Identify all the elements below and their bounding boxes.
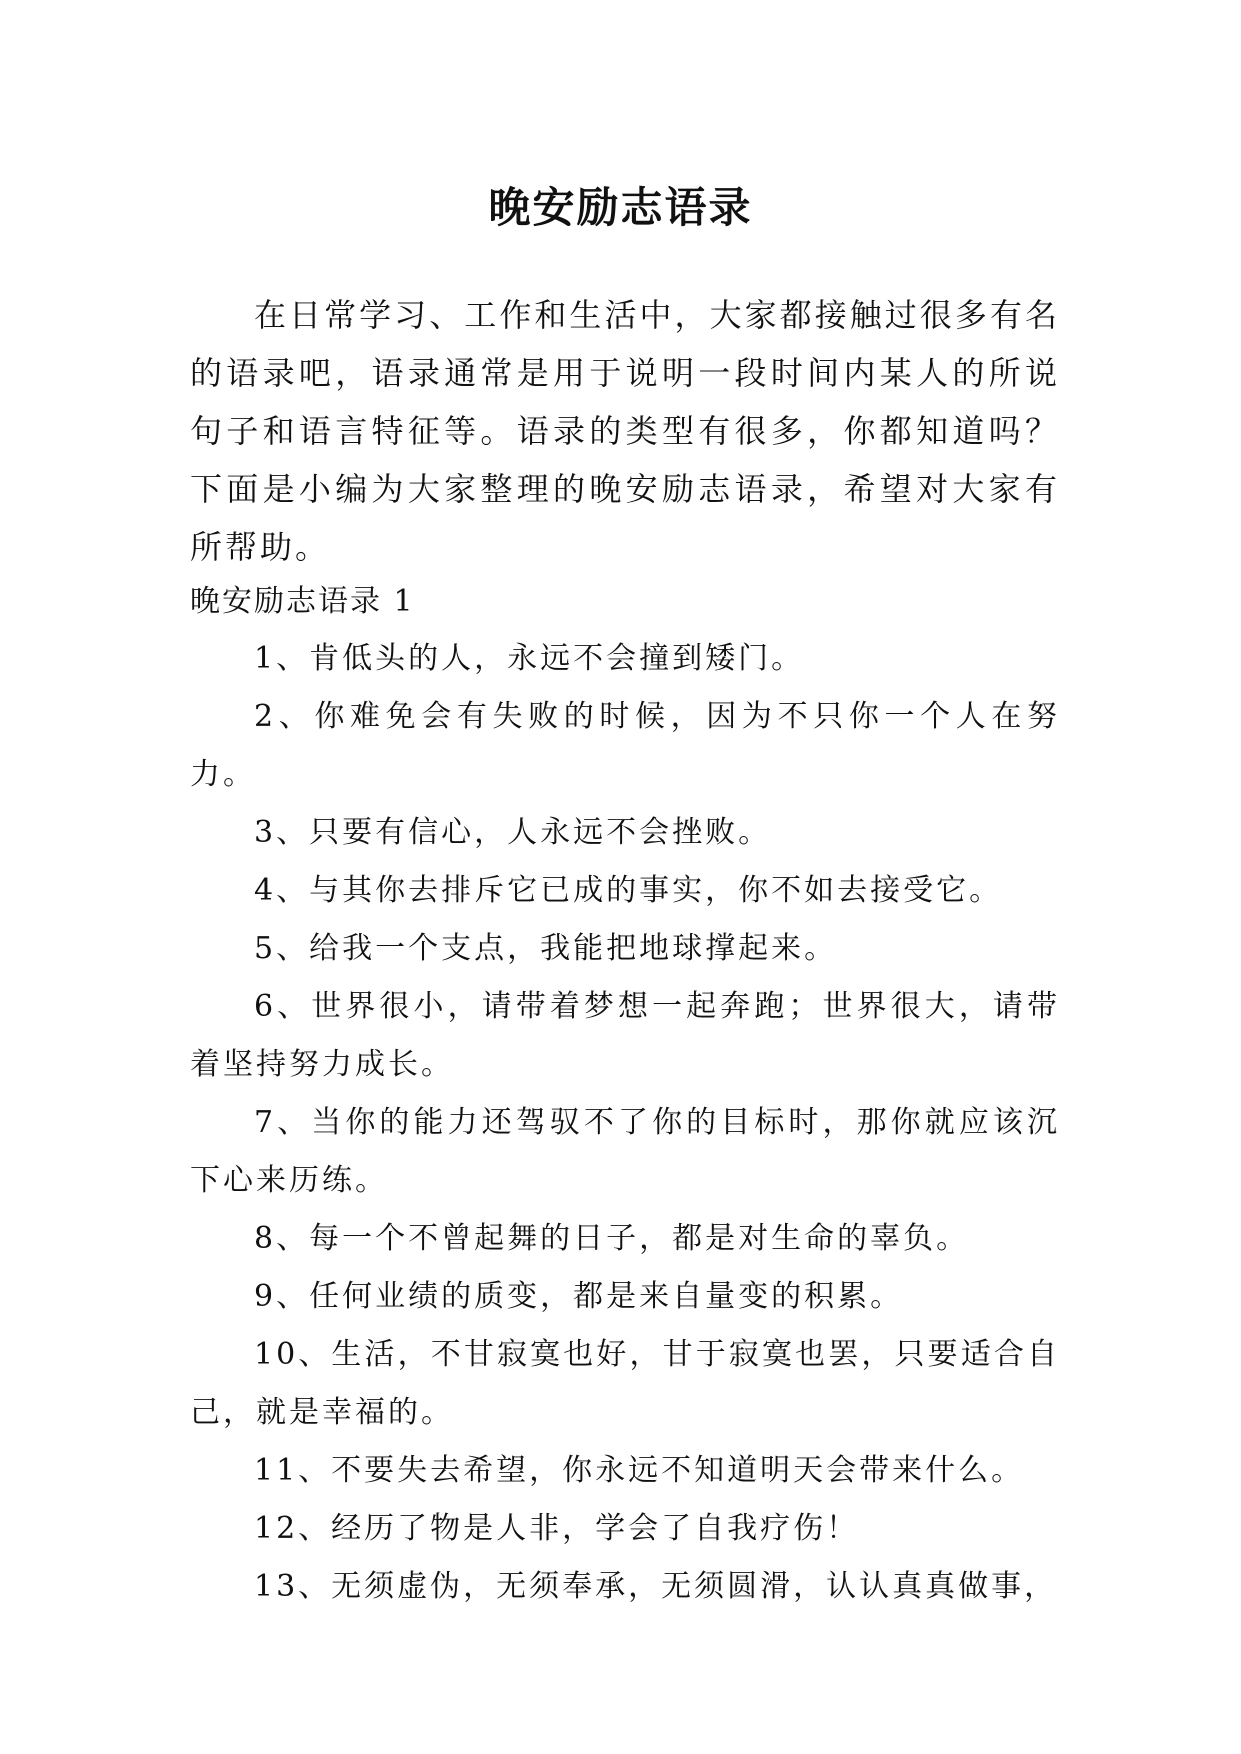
quote-item: 13、无须虚伪，无须奉承，无须圆滑，认认真真做事，	[254, 1569, 1058, 1604]
quote-item: 1、肯低头的人，永远不会撞到矮门。	[254, 641, 805, 676]
quote-item: 9、任何业绩的质变，都是来自量变的积累。	[254, 1279, 904, 1314]
intro-paragraph: 在日常学习、工作和生活中，大家都接触过很多有名的语录吧，语录通常是用于说明一段时间内某人的所说句子和语言特征等。语录的类型有很多，你都知道吗？下面是小编为大家整理的晚安励志语录，希望对大家有所帮助。	[190, 296, 1060, 566]
quote-item: 8、每一个不曾起舞的日子，都是对生命的辜负。	[254, 1221, 970, 1256]
quote-item: 11、不要失去希望，你永远不知道明天会带来什么。	[254, 1453, 1025, 1488]
quote-item: 3、只要有信心，人永远不会挫败。	[254, 815, 772, 850]
quote-item: 2、你难免会有失败的时候，因为不只你一个人在努力。	[190, 699, 1060, 792]
quote-item: 7、当你的能力还驾驭不了你的目标时，那你就应该沉下心来历练。	[190, 1105, 1060, 1198]
quote-list	[190, 630, 1060, 1616]
quote-item: 10、生活，不甘寂寞也好，甘于寂寞也罢，只要适合自己，就是幸福的。	[190, 1337, 1060, 1430]
document-title: 晚安励志语录	[488, 183, 753, 233]
quote-item: 4、与其你去排斥它已成的事实，你不如去接受它。	[254, 873, 1003, 908]
quote-item: 12、经历了物是人非，学会了自我疗伤！	[254, 1511, 860, 1546]
section-heading: 晚安励志语录 1	[190, 584, 415, 619]
quote-item: 5、给我一个支点，我能把地球撑起来。	[254, 931, 838, 966]
quote-item: 6、世界很小，请带着梦想一起奔跑；世界很大，请带着坚持努力成长。	[190, 989, 1060, 1082]
